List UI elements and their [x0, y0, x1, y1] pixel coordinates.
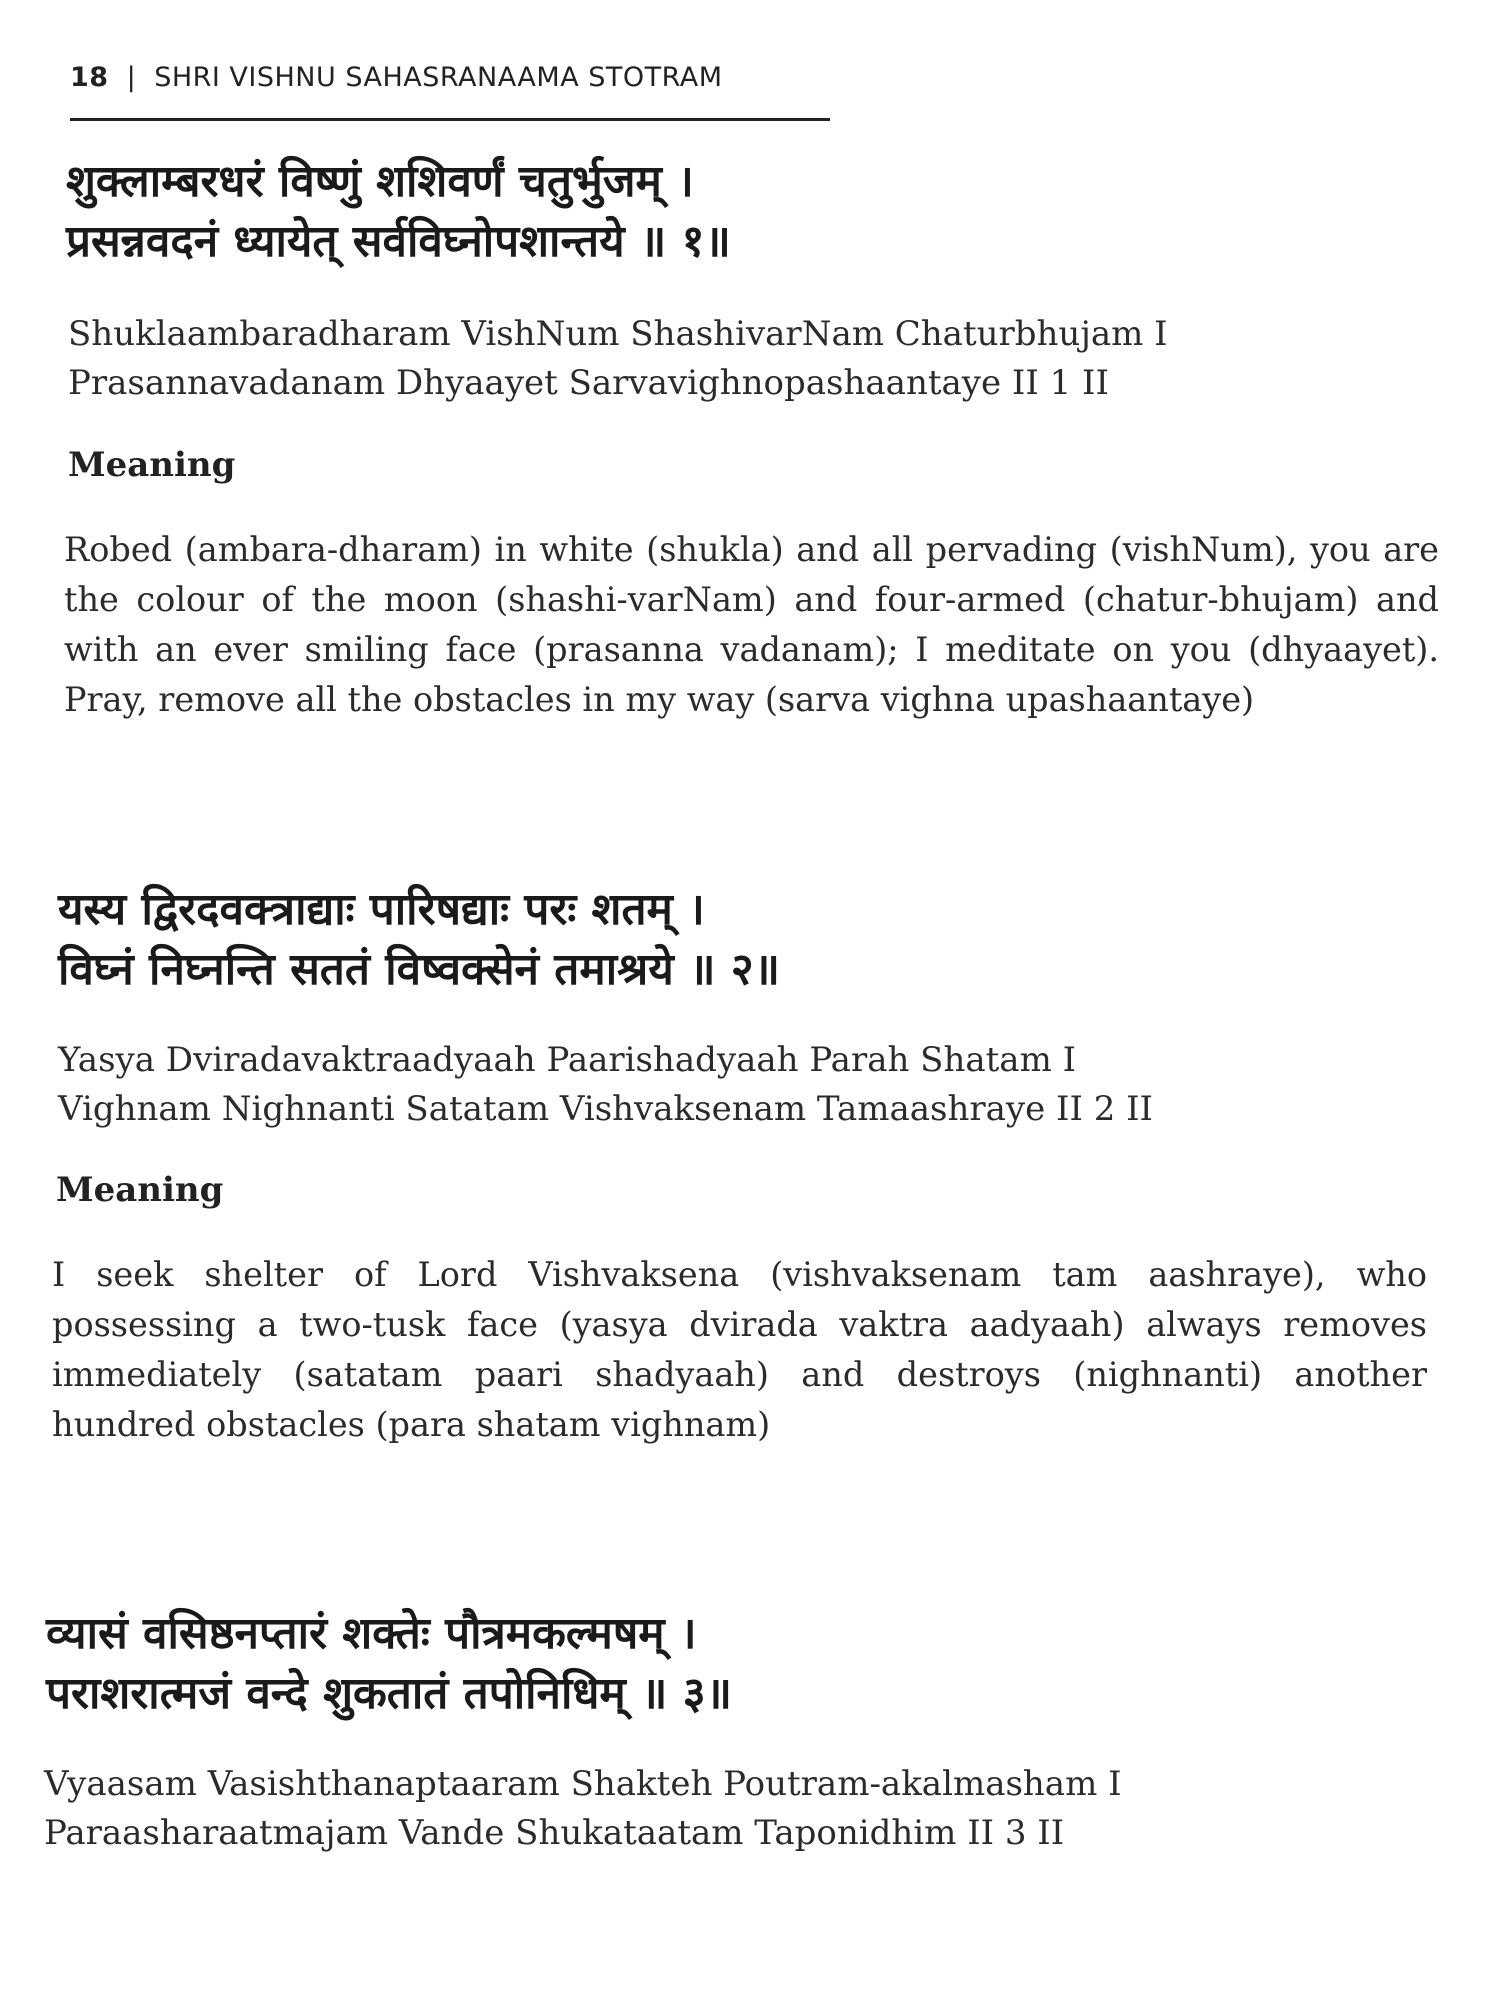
header-separator: | — [126, 62, 137, 93]
verse-3-transliteration — [44, 1760, 1444, 1858]
verse-1-transliteration — [68, 310, 1468, 408]
page-header — [70, 62, 830, 121]
transliteration-line: Paraasharaatmajam Vande Shukataatam Taponidhim II 3 II — [44, 1813, 1065, 1853]
sanskrit-line: व्यासं वसिष्ठनप्तारं शक्तेः पौत्रमकल्मषम् । — [46, 1608, 697, 1659]
verse-1-sanskrit — [66, 152, 1466, 272]
sanskrit-line: प्रसन्नवदनं ध्यायेत् सर्वविघ्नोपशान्तये ॥ १॥ — [66, 216, 731, 267]
transliteration-line: Vighnam Nighnanti Satatam Vishvaksenam Tamaashraye II 2 II — [58, 1089, 1153, 1129]
page-number: 18 — [70, 62, 109, 93]
sanskrit-line: शुक्लाम्बरधरं विष्णुं शशिवर्णं चतुर्भुजम् । — [66, 156, 694, 207]
book-title: SHRI VISHNU SAHASRANAAMA STOTRAM — [154, 62, 723, 93]
verse-3-sanskrit — [46, 1604, 1446, 1724]
meaning-heading: Meaning — [56, 1170, 224, 1210]
verse-2-meaning: I seek shelter of Lord Vishvaksena (vishvaksenam tam aashraye), who possessing a two-tusk face (yasya dvirada vaktra aadyaah) always removes immediately (satatam paari shadyaah) and destroys (nighnanti) another hundred obstacles (para shatam vighnam) — [52, 1255, 1427, 1444]
meaning-heading: Meaning — [68, 445, 236, 485]
sanskrit-line: पराशरात्मजं वन्दे शुकतातं तपोनिधिम् ॥ ३॥ — [46, 1668, 732, 1719]
transliteration-line: Shuklaambaradharam VishNum ShashivarNam Chaturbhujam I — [68, 314, 1168, 354]
sanskrit-line: विघ्नं निघ्नन्ति सततं विष्वक्सेनं तमाश्रये ॥ २॥ — [58, 944, 780, 995]
verse-2-sanskrit — [58, 880, 1458, 1000]
verse-2-transliteration — [58, 1036, 1458, 1134]
sanskrit-line: यस्य द्विरदवक्त्राद्याः पारिषद्याः परः शतम् । — [58, 884, 705, 935]
transliteration-line: Yasya Dviradavaktraadyaah Paarishadyaah Parah Shatam I — [58, 1040, 1077, 1080]
verse-1-meaning: Robed (ambara-dharam) in white (shukla) and all pervading (vishNum), you are the colour of the moon (shashi-varNam) and four-armed (chatur-bhujam) and with an ever smiling face (prasanna vadanam); I meditate on you (dhyaayet). Pray, remove all the obstacles in my way (sarva vighna upashaantaye) — [64, 530, 1439, 719]
transliteration-line: Prasannavadanam Dhyaayet Sarvavighnopashaantaye II 1 II — [68, 363, 1109, 403]
transliteration-line: Vyaasam Vasishthanaptaaram Shakteh Poutram-akalmasham I — [44, 1764, 1122, 1804]
